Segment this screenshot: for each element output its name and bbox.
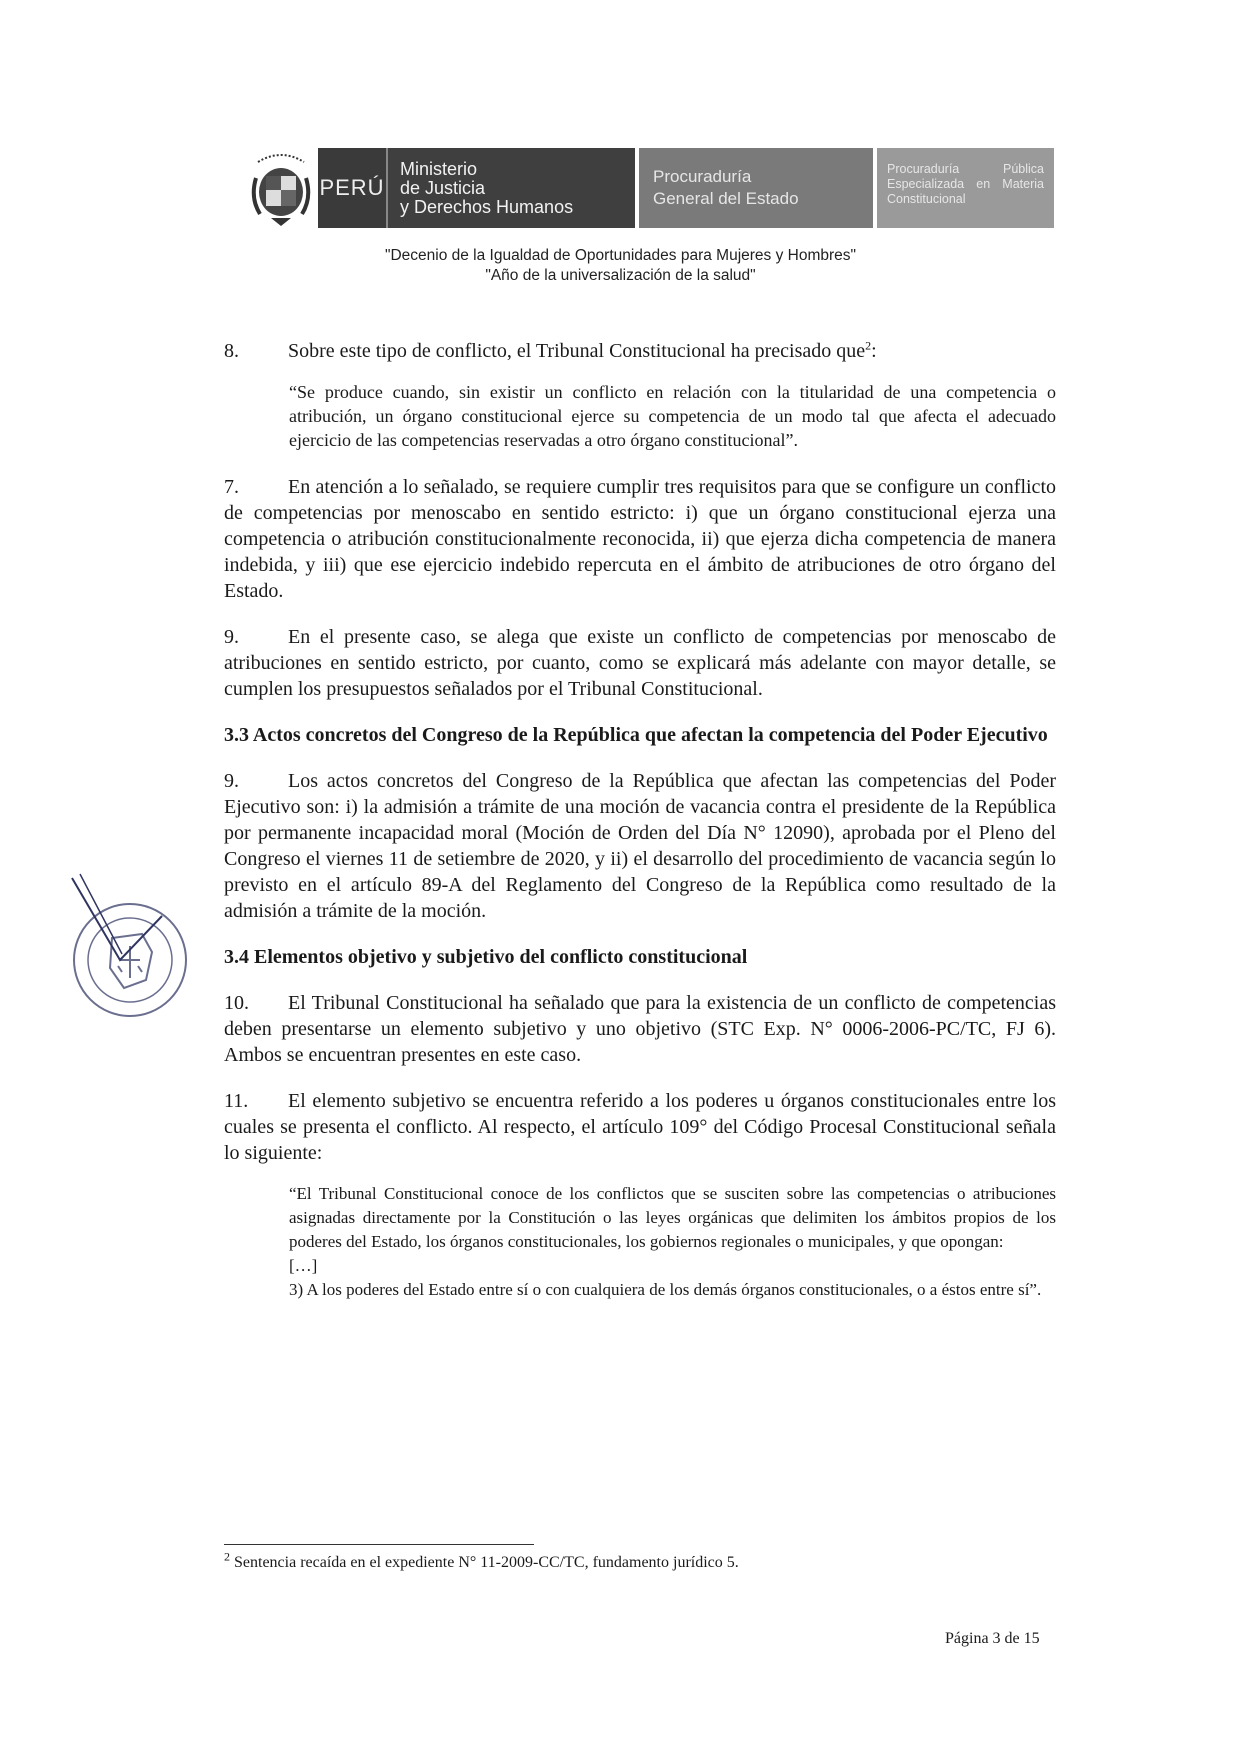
ministry-line-3: y Derechos Humanos <box>400 196 574 217</box>
quote-part-c: 3) A los poderes del Estado entre sí o con cualquiera de los demás órganos constitucionales, o a éstos entre sí”. <box>289 1280 1042 1299</box>
quote-codigo-procesal <box>289 1182 1056 1302</box>
page-number: Página 3 de 15 <box>945 1630 1040 1647</box>
paragraph-text: En el presente caso, se alega que existe un conflicto de competencias por menoscabo de atribuciones en sentido estricto, por cuanto, como se explicará más adelante con mayor detalle, se cumplen los presupuestos señalados por el Tribunal Constitucional. <box>224 626 1056 700</box>
paragraph-9b <box>224 768 1056 924</box>
header-mottos <box>0 246 1241 286</box>
paragraph-text: El Tribunal Constitucional ha señalado que para la existencia de un conflicto de competencias deben presentarse un elemento subjetivo y uno objetivo (STC Exp. N° 0006-2006-PC/TC, FJ 6). Ambos se encuentran presentes en este caso. <box>224 992 1056 1066</box>
paragraph-text-tail: : <box>871 340 877 362</box>
paragraph-text: El elemento subjetivo se encuentra referido a los poderes u órganos constitucionales entre los cuales se presenta el conflicto. Al respecto, el artículo 109° del Código Procesal Constitucional señala lo siguiente: <box>224 1090 1056 1164</box>
paragraph-11 <box>224 1088 1056 1166</box>
paragraph-8 <box>224 338 1056 364</box>
procuraduria-general <box>639 148 873 228</box>
letterhead <box>246 148 1054 228</box>
document-body <box>224 338 1056 1324</box>
procuraduria-line-2: General del Estado <box>653 189 799 208</box>
procuraduria-especializada <box>877 148 1054 228</box>
ministry-line-2: de Justicia <box>400 177 486 198</box>
paragraph-number: 10. <box>224 992 249 1014</box>
paragraph-text: Sobre este tipo de conflicto, el Tribunal Constitucional ha precisado que <box>288 340 866 362</box>
quote-part-a: “El Tribunal Constitucional conoce de los conflictos que se susciten sobre las competencias o atribuciones asignadas directamente por la Constitución o las leyes orgánicas que delimiten los ámbitos propios de los poderes del Estado, los órganos constitucionales, los gobiernos regionales o municipales, y que opongan: <box>289 1184 1056 1251</box>
paragraph-10 <box>224 990 1056 1068</box>
ministry-name <box>386 148 635 228</box>
paragraph-number: 9. <box>224 626 239 648</box>
footnote-divider <box>224 1544 534 1545</box>
footnote-text: Sentencia recaída en el expediente N° 11-2009-CC/TC, fundamento jurídico 5. <box>234 1554 739 1571</box>
quote-ellipsis: […] <box>289 1256 318 1275</box>
esp-row2-mid: en <box>976 177 991 191</box>
paragraph-number: 11. <box>224 1090 249 1112</box>
esp-row2-right: Materia <box>1002 177 1044 191</box>
paragraph-number: 7. <box>224 476 239 498</box>
coat-of-arms-icon <box>246 148 316 228</box>
esp-row1-left: Procuraduría <box>887 162 960 176</box>
quote-tc: “Se produce cuando, sin existir un conflicto en relación con la titularidad de una competencia o atribución, un órgano constitucional ejerce su competencia de un modo tal que afecta el adecuado ejercicio de las competencias reservadas a otro órgano constitucional”. <box>289 382 1056 450</box>
decade-motto: "Decenio de la Igualdad de Oportunidades para Mujeres y Hombres" <box>384 247 857 264</box>
esp-row3: Constitucional <box>887 192 966 206</box>
paragraph-number: 9. <box>224 770 239 792</box>
paragraph-number: 8. <box>224 340 239 362</box>
esp-row1-right: Pública <box>1003 162 1044 176</box>
official-stamp-icon <box>50 868 200 1018</box>
procuraduria-line-1: Procuraduría <box>653 167 752 186</box>
section-heading-3-4: 3.4 Elementos objetivo y subjetivo del conflicto constitucional <box>224 946 748 968</box>
paragraph-9a <box>224 624 1056 702</box>
ministry-line-1: Ministerio <box>400 158 478 179</box>
footnote-marker: 2 <box>224 1549 230 1564</box>
paragraph-text: En atención a lo señalado, se requiere cumplir tres requisitos para que se configure un conflicto de competencias por menoscabo en sentido estricto: i) que un órgano constitucional ejerza una competencia o atribución constitucionalmente reconocida, ii) que ejerza dicha competencia de manera indebida, y iii) que ese ejercicio indebido repercuta en el ámbito de atribuciones de otro órgano del Estado. <box>224 476 1056 602</box>
peru-label: PERÚ <box>318 148 386 228</box>
footnote-reference: 2 <box>865 338 872 353</box>
esp-row2-left: Especializada <box>887 177 965 191</box>
paragraph-text: Los actos concretos del Congreso de la República que afectan las competencias del Poder Ejecutivo son: i) la admisión a trámite de una moción de vacancia contra el presidente de la República por permanente incapacidad moral (Moción de Orden del Día N° 12090), aprobada por el Pleno del Congreso el viernes 11 de setiembre de 2020, y ii) el desarrollo del procedimiento de vacancia según lo previsto en el artículo 89-A del Reglamento del Congreso de la República como resultado de la admisión a trámite de la moción. <box>224 770 1056 922</box>
paragraph-7 <box>224 474 1056 604</box>
section-heading-3-3: 3.3 Actos concretos del Congreso de la República que afectan la competencia del Poder Ejecutivo <box>224 724 1048 746</box>
year-motto: "Año de la universalización de la salud" <box>485 267 756 284</box>
footnote <box>224 1549 739 1572</box>
